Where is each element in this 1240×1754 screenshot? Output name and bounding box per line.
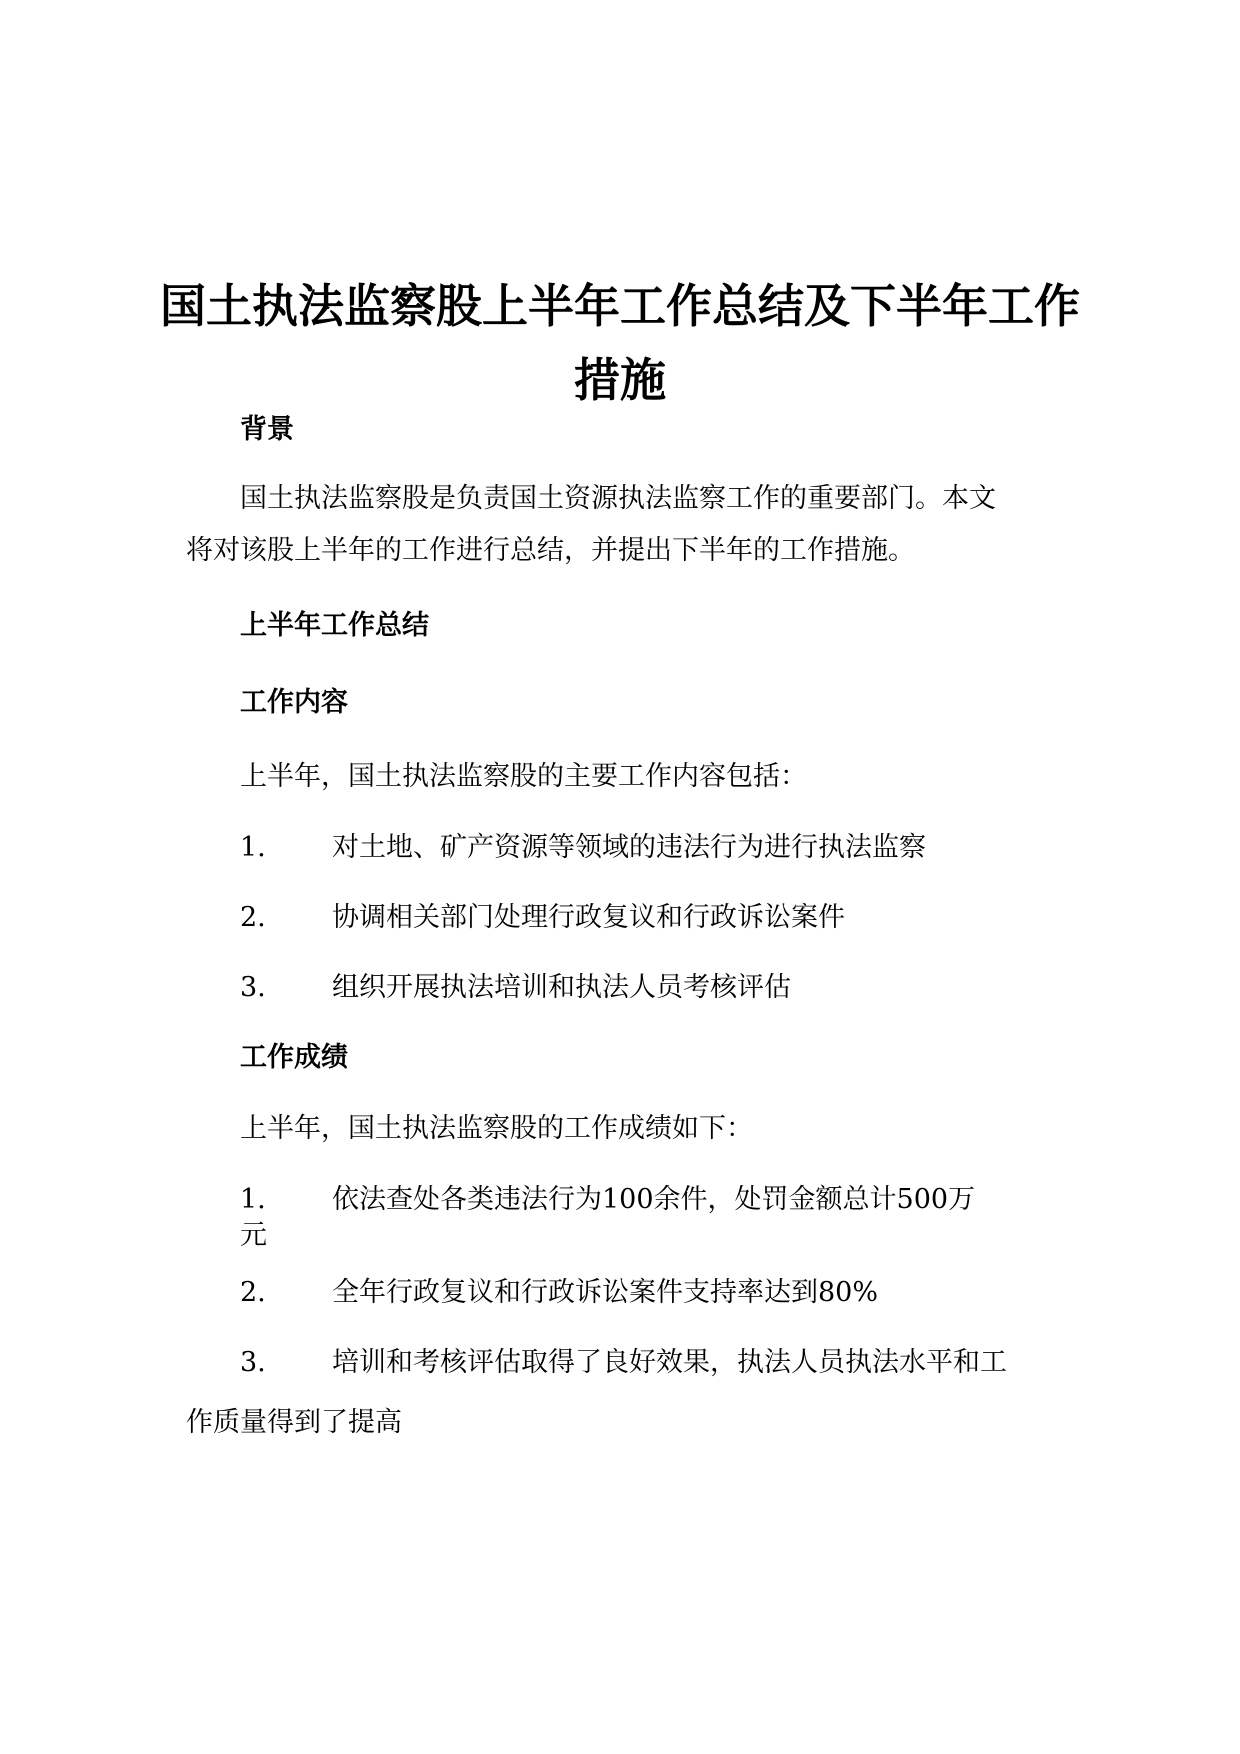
list-item-number: 1. xyxy=(240,1184,266,1215)
list-item-number: 1. xyxy=(240,832,266,863)
list-item-number: 3. xyxy=(240,1347,266,1378)
document-title-line-1: 国土执法监察股上半年工作总结及下半年工作 xyxy=(160,279,1080,333)
list-item-text: 协调相关部门处理行政复议和行政诉讼案件 xyxy=(332,902,845,933)
list-item-number: 2. xyxy=(240,902,266,933)
list-item-number: 3. xyxy=(240,972,266,1003)
background-paragraph-line-1: 国土执法监察股是负责国土资源执法监察工作的重要部门。本文 xyxy=(240,483,996,514)
section-heading-first-half-summary: 上半年工作总结 xyxy=(240,610,429,641)
list-item-text: 全年行政复议和行政诉讼案件支持率达到80% xyxy=(332,1277,879,1308)
list-item-text: 组织开展执法培训和执法人员考核评估 xyxy=(332,972,791,1003)
achievements-intro: 上半年，国土执法监察股的工作成绩如下： xyxy=(240,1113,753,1144)
work-content-intro: 上半年，国土执法监察股的主要工作内容包括： xyxy=(240,761,807,792)
subheading-achievements: 工作成绩 xyxy=(240,1042,348,1073)
subheading-work-content: 工作内容 xyxy=(240,687,348,718)
background-paragraph-line-2: 将对该股上半年的工作进行总结，并提出下半年的工作措施。 xyxy=(186,535,915,566)
list-item-number: 2. xyxy=(240,1277,266,1308)
list-item-text: 对土地、矿产资源等领域的违法行为进行执法监察 xyxy=(332,832,926,863)
list-item-text: 培训和考核评估取得了良好效果，执法人员执法水平和工 xyxy=(332,1347,1007,1378)
list-item-text: 依法查处各类违法行为100余件，处罚金额总计500万 xyxy=(332,1184,976,1215)
list-item-continuation: 作质量得到了提高 xyxy=(186,1407,402,1438)
section-heading-background: 背景 xyxy=(240,414,294,445)
list-item-continuation: 元 xyxy=(240,1220,267,1251)
document-title-line-2: 措施 xyxy=(574,353,666,407)
